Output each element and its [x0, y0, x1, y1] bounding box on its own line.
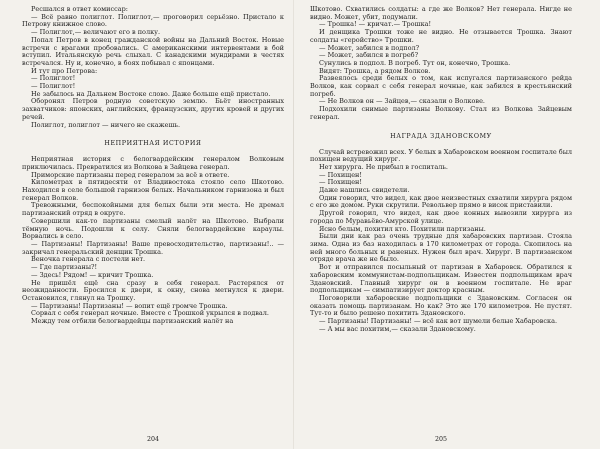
paragraph: — Партизаны! Партизаны! — всё как вот шумели белые Хабаровска.: [319, 317, 558, 326]
paragraph: Нет хирурга. Не прибыл в госпиталь.: [319, 162, 448, 171]
paragraph: — Всё равно полиглот. Полиглот,— проговорил серьёзно. Пристало к Петрову книжное слово.: [22, 12, 284, 29]
paragraph: — Может, забился в подпол?: [319, 43, 420, 52]
paragraph: Тревожными, беспокойными для белых были эти места. Не дремал партизанский отряд в округе.: [22, 201, 284, 218]
paragraph: Поговорили хабаровские подпольщики с Здановским. Согласен он оказать помощь партизанам. Но как? Это же 170 километров. Не пустят. Тут-то и было решено похитить Здановского.: [310, 293, 572, 318]
paragraph: — Может, забился в погреб?: [319, 51, 419, 60]
paragraph: Шкотово. Схватились солдаты: а где же Волков? Нет генерала. Нигде не видно. Может, убит, подумали.: [310, 6, 572, 21]
paragraph: Ресшался в ответ комиссар:: [31, 6, 128, 13]
paragraph: Не забылось на Дальнем Востоке слово. Даже больше ещё пристало.: [31, 89, 271, 98]
paragraph: Совершили как-то партизаны смелый налёт на Шкотово. Выбрали тёмную ночь. Подошли к селу. Сняли белогвардейские караулы. Ворвались в село.: [22, 216, 284, 241]
left-page: [22, 6, 284, 443]
paragraph: Между тем отбили белогвардейцы партизанский налёт на: [31, 317, 234, 326]
paragraph: Ясно белым, похитил кто. Похитили партизаны.: [319, 224, 486, 233]
paragraph: Подхохили снимые партизаны Волкову. Стал из Волкова Зайцевым генерал.: [310, 105, 572, 121]
section-title: НЕПРИЯТНАЯ ИСТОРИЯ: [104, 140, 202, 148]
paragraph: — Не Волков он — Зайцев,— сказали о Волкове.: [319, 97, 485, 106]
right-bottom-text: [310, 149, 572, 334]
left-bottom-text: [22, 156, 284, 325]
paragraph: Развеялось среди белых о том, как испугался партизанского рейда Волков, как сорвал с себя генерал ночные, как забился в крестьянский погреб.: [310, 74, 572, 98]
paragraph: Другой говорил, что видел, как двое конных вывозили хирурга из города по Муравьёво-Амурской улице.: [310, 209, 572, 225]
paragraph: И тут про Петрова:: [31, 66, 98, 75]
page-number: 204: [146, 436, 160, 443]
paragraph: Видят: Трошка, а рядом Волков.: [319, 66, 431, 75]
paragraph: — Полиглот,— величают его в полку.: [31, 28, 161, 37]
paragraph: — Похищен!: [319, 170, 362, 179]
left-top-text: [22, 6, 284, 129]
paragraph: Оборонял Петров родную советскую землю. Бьёт иностранных захватчиков: японских, английских, французских, других кровей и других речей.: [22, 97, 284, 121]
paragraph: — А мы вас похитим,— сказали Здановскому.: [319, 324, 476, 333]
paragraph: — Партизаны! Партизаны! — вопит ещё громче Трошка.: [31, 301, 228, 310]
paragraph: Случай встревожил всех. У белых в Хабаровском военном госпитале был похищен ведущий хирург.: [310, 147, 572, 164]
paragraph: — Здесь! Рядом! — кричит Трошка.: [31, 270, 154, 279]
paragraph: Один говорил, что видел, как двое неизвестных схватили хирурга рядом с его же домом. Руки скрутили. Револьвер прямо в висок приставили.: [310, 193, 572, 210]
paragraph: — Полиглот!: [31, 82, 76, 91]
paragraph: — Где партизаны?!: [31, 263, 98, 272]
paragraph: — Партизаны! Партизаны! Ваше превосходительство, партизаны!.. — закричал генеральский денщик Трошка.: [22, 239, 284, 256]
paragraph: Километрах в пятидесяти от Владивостока стояло село Шкотово. Находился в селе большой гарнизон белых. Начальником гарнизона и был генерал Волков.: [22, 178, 284, 202]
paragraph: — Похищен!: [319, 178, 362, 187]
paragraph: Не пришёл ещё сна сразу в себя генерал. Растерялся от неожиданности. Бросился к двери, к окну, снова метнулся к двери. Остановился, глянул на Трошку.: [22, 278, 284, 302]
paragraph: Даже нашлись свидетели.: [319, 186, 410, 195]
paragraph: Были дни как раз очень трудные для хабаровских партизан. Стояла зима. Одна из баз находилась в 170 километрах от города. Скопилось на ней много больных и раненых. Нужен был врач. Хирург. В партизанском отряде врача же не было.: [310, 232, 572, 264]
paragraph: Полиглот, полиглот — ничего не скажешь.: [31, 120, 181, 129]
paragraph: Веночка генерала с постели нет.: [31, 255, 146, 264]
right-top-text: [310, 6, 572, 122]
paragraph: — Полиглот!: [31, 74, 76, 83]
paragraph: Неприятная история с белогвардейским генералом Волковым приключилась. Превратился из Волкова в Зайцева генерал.: [22, 155, 284, 171]
paragraph: Вот и отправился посыльный от партизан в Хабаровск. Обратился к хабаровским коммунистам-подпольщикам. Известен подпольщикам врач Здановский. Главный хирург он в военном госпитале. Не враг подпольщикам — симпатизирует доктор красным.: [310, 263, 572, 295]
paragraph: И денщика Трошки тоже не видно. Не отзывается Трошка. Знают солдаты «геройство» Трошки.: [310, 28, 572, 44]
right-page: [310, 6, 572, 443]
paragraph: Сорвал с себя генерал ночные. Вместе с Трошкой укрылся в подвал.: [31, 309, 269, 318]
gutter-divider: [293, 0, 294, 449]
paragraph: Приморские партизаны перед генералом за всё в ответе.: [31, 170, 230, 179]
paragraph: Сунулись в подпол. В погреб. Тут он, конечно, Трошка.: [319, 58, 511, 67]
section-title: НАГРАДА ЗДАНОВСКОМУ: [390, 132, 492, 140]
paragraph: — Трошка! — кричат.— Трошка!: [319, 20, 432, 29]
page-number: 205: [434, 436, 448, 443]
paragraph: Попал Петров в конец гражданской войны на Дальний Восток. Новые встречи с врагами пробовались. С американскими интервентами в бой вступил. Итальянскую речь слыхал. С канадскими мундирами в честях встречался. Ну и, конечно, в боях побывал с японцами.: [22, 35, 284, 67]
